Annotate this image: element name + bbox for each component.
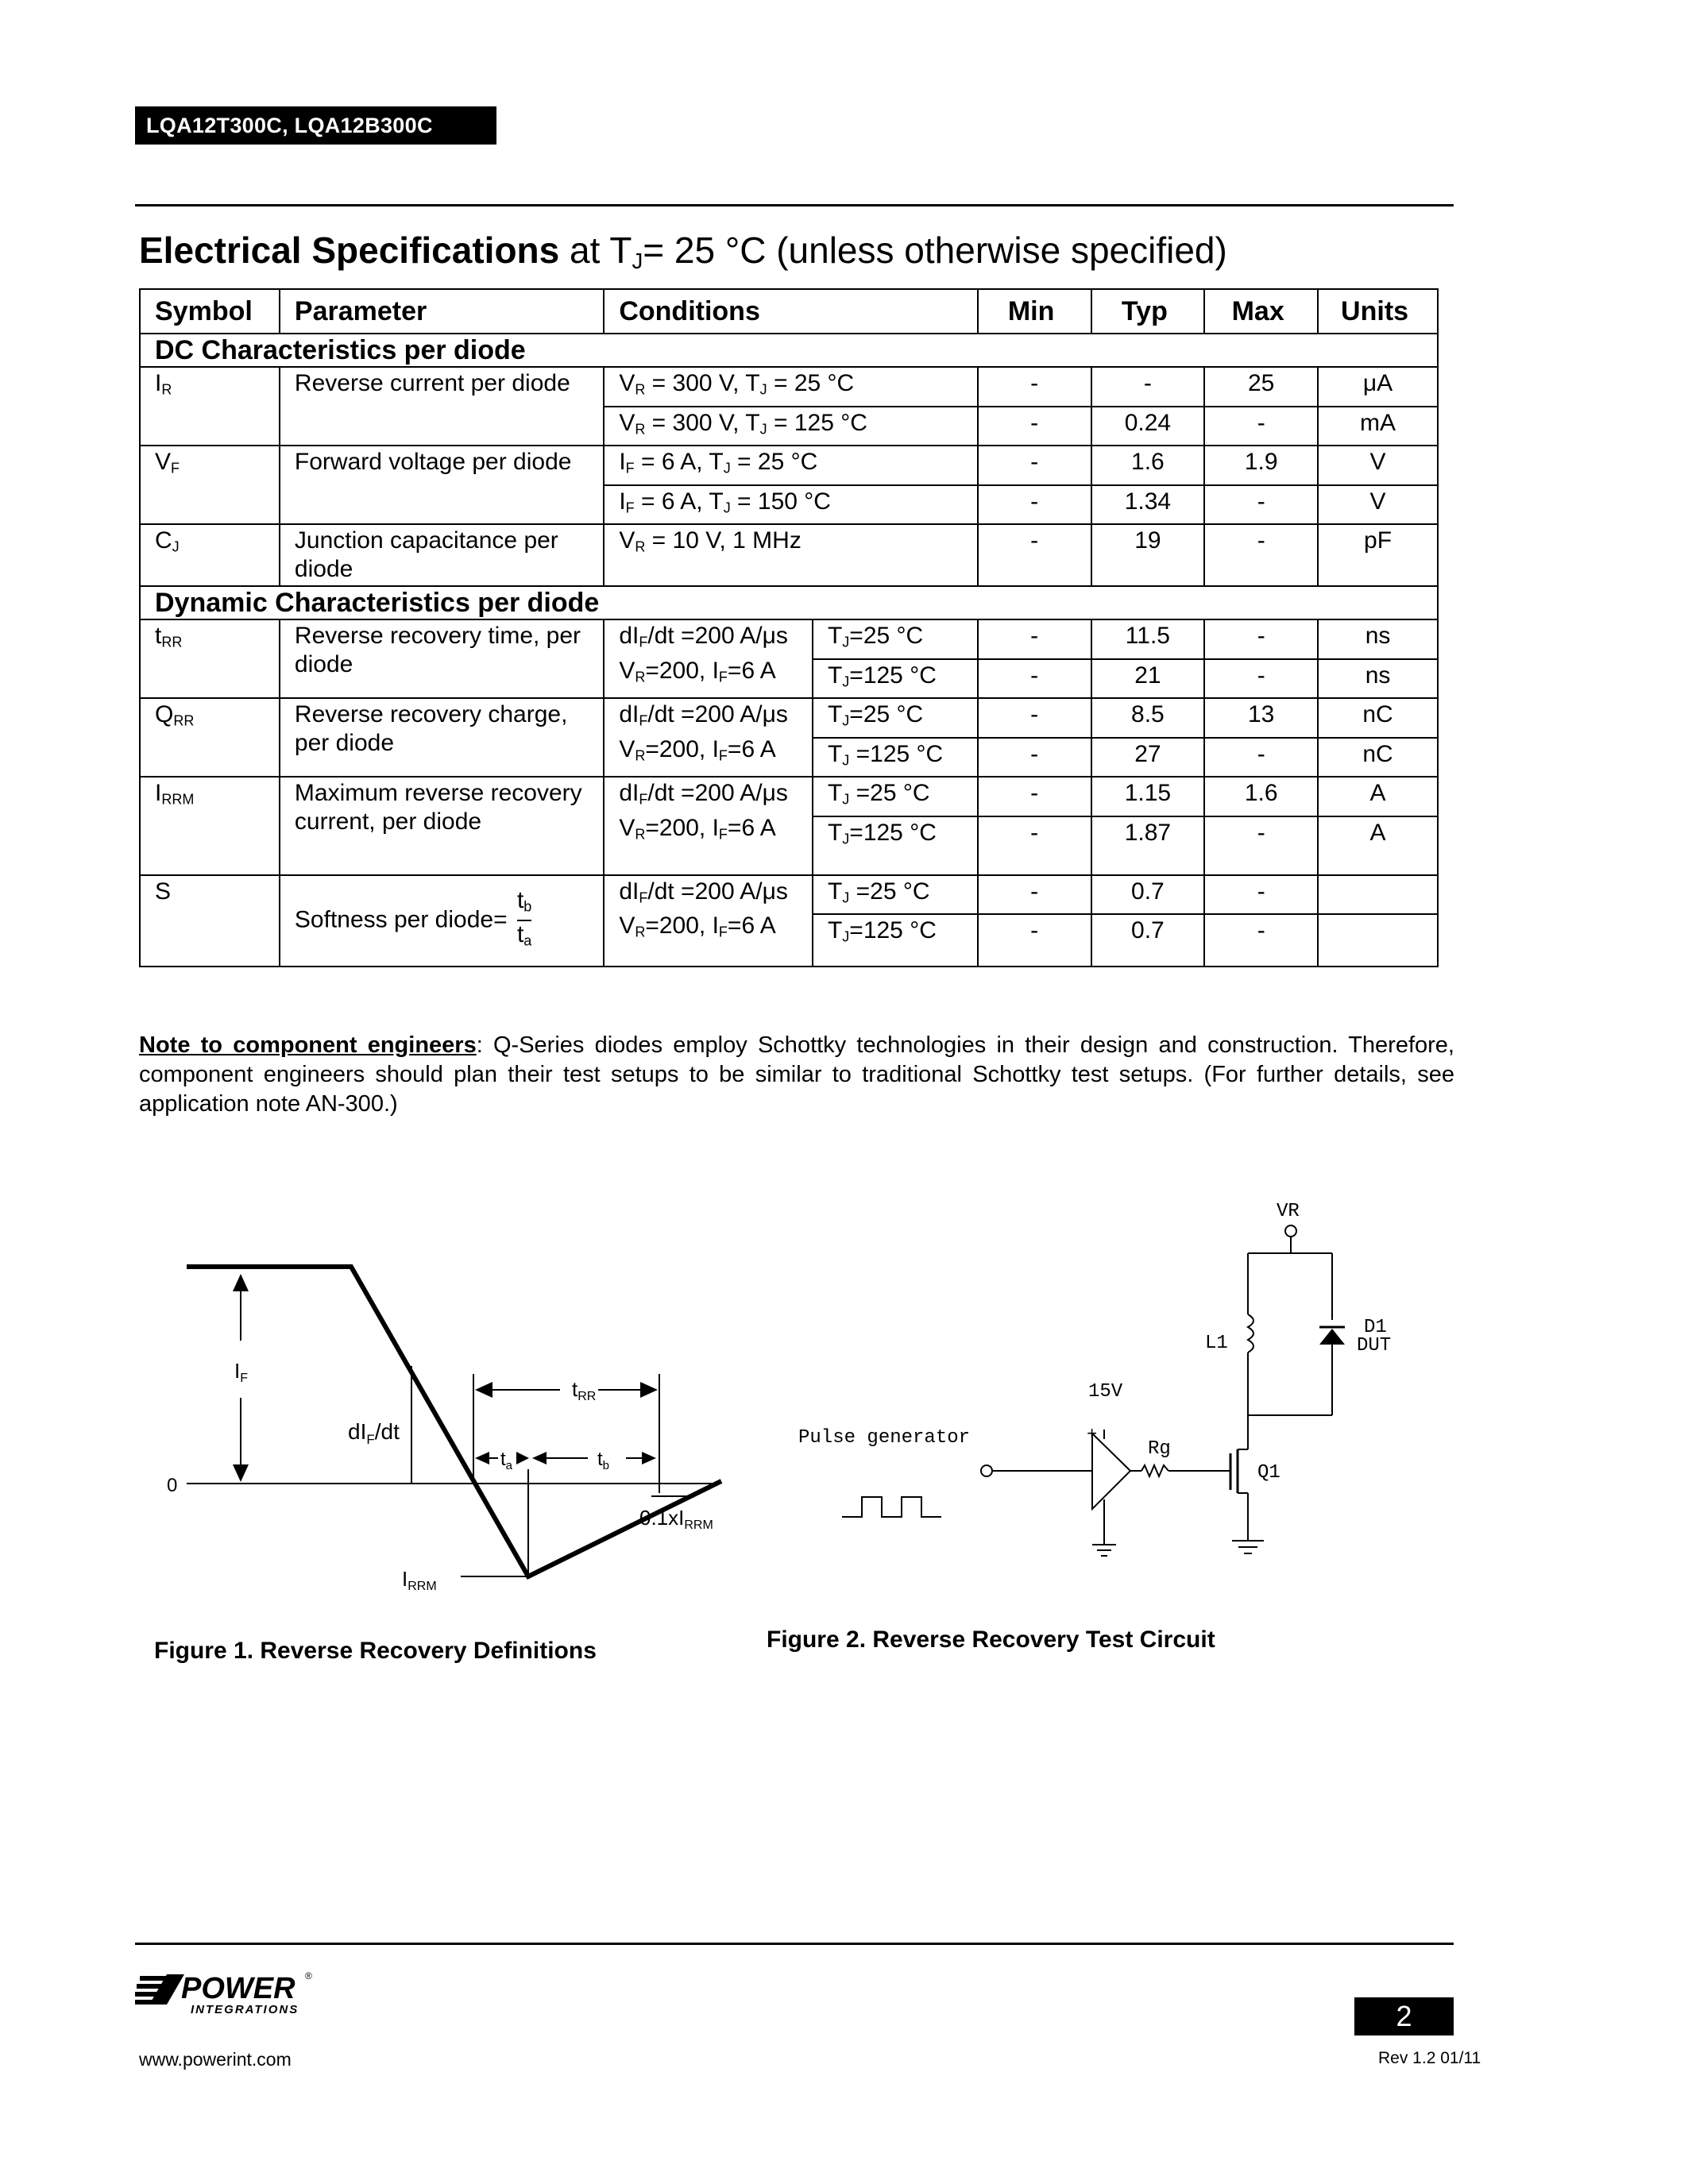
footer-rule — [135, 1943, 1454, 1945]
typ-cell: 19 — [1091, 524, 1205, 586]
min-cell: - — [978, 738, 1091, 778]
vr-label: VR — [1277, 1201, 1300, 1222]
col-header: Conditions — [604, 289, 977, 334]
tj-cell: $T_J=125$ °C — [813, 659, 978, 699]
figure2-caption: Figure 2. Reverse Recovery Test Circuit — [767, 1626, 1215, 1653]
ta-arrowhead-right — [516, 1452, 529, 1464]
units-cell: ns — [1318, 619, 1438, 659]
condition-cell: $I_F = 6$ A, $T_J = 25$ °C — [604, 446, 977, 485]
max-cell: - — [1204, 914, 1318, 967]
section-dynamic: Dynamic Characteristics per diode — [140, 586, 1438, 619]
max-cell: - — [1204, 816, 1318, 875]
typ-cell: 1.34 — [1091, 485, 1205, 525]
min-cell: - — [978, 407, 1091, 446]
pct-label: 0.1xIRRM — [639, 1506, 713, 1532]
tb-arrowhead-left — [532, 1452, 547, 1464]
min-cell: - — [978, 816, 1091, 875]
revision-label: Rev 1.2 01/11 — [1378, 2049, 1481, 2067]
typ-cell: 0.7 — [1091, 914, 1205, 967]
symbol-cell: $I_R$ — [140, 367, 280, 446]
typ-cell: 11.5 — [1091, 619, 1205, 659]
condition-cell: $I_F = 6$ A, $T_J = 150$ °C — [604, 485, 977, 525]
max-cell: - — [1204, 659, 1318, 699]
svg-text:+: + — [1087, 1425, 1098, 1445]
units-cell: A — [1318, 816, 1438, 875]
units-cell: A — [1318, 777, 1438, 816]
ta-label: $t_a$ — [500, 1449, 513, 1472]
max-cell: - — [1204, 485, 1318, 525]
pulse-waveform — [842, 1497, 941, 1517]
max-cell: - — [1204, 875, 1318, 915]
tj-cell: $T_J =125$ °C — [813, 738, 978, 778]
min-cell: - — [978, 659, 1091, 699]
units-cell: pF — [1318, 524, 1438, 586]
resistor-rg — [1141, 1465, 1168, 1476]
col-header: Min — [978, 289, 1091, 334]
ta-arrowhead — [475, 1452, 489, 1464]
table-row — [140, 446, 1438, 485]
rg-label: Rg — [1148, 1438, 1171, 1460]
symbol-cell: $Q_{RR}$ — [140, 698, 280, 777]
page-title — [139, 229, 1227, 274]
min-cell: - — [978, 914, 1091, 967]
condition-cell: $V_R = 300$ V, $T_J = 125$ °C — [604, 407, 977, 446]
spec-table — [139, 288, 1439, 967]
condition-cell: $V_R = 10$ V, 1 MHz — [604, 524, 977, 586]
typ-cell: 1.6 — [1091, 446, 1205, 485]
condition-cell: $dI_F/dt =200$ A/μs $V_R=200$, $I_F=6$ A — [604, 875, 813, 967]
tb-label: $t_b$ — [597, 1449, 610, 1472]
parameter-cell: Reverse recovery time, per diode — [280, 619, 604, 698]
units-cell — [1318, 875, 1438, 915]
tj-cell: $T_J =25$ °C — [813, 777, 978, 816]
if-label: IF — [234, 1359, 249, 1385]
col-header: Symbol — [140, 289, 280, 334]
symbol-cell: $I_{RRM}$ — [140, 777, 280, 875]
logo-word: POWER — [181, 1972, 295, 2005]
trr-arrowhead-right — [640, 1382, 658, 1398]
col-header: Units — [1318, 289, 1438, 334]
min-cell: - — [978, 777, 1091, 816]
typ-cell: - — [1091, 367, 1205, 407]
parameter-cell: Maximum reverse recovery current, per diode — [280, 777, 604, 875]
tb-arrowhead-right — [642, 1452, 656, 1464]
units-cell: V — [1318, 485, 1438, 525]
symbol-cell: $t_{RR}$ — [140, 619, 280, 698]
condition-cell: $dI_F/dt =200$ A/μs $V_R=200$, $I_F=6$ A — [604, 619, 813, 698]
symbol-cell: S — [140, 875, 280, 967]
units-cell: nC — [1318, 698, 1438, 738]
dut-label: DUT — [1357, 1335, 1392, 1356]
didt-label: $dI_F/dt$ — [348, 1419, 400, 1447]
min-cell: - — [978, 619, 1091, 659]
col-header: Max — [1204, 289, 1318, 334]
table-row — [140, 619, 1438, 659]
min-cell: - — [978, 524, 1091, 586]
diode-d1 — [1319, 1329, 1345, 1345]
tj-cell: $T_J=125$ °C — [813, 816, 978, 875]
parameter-cell: Forward voltage per diode — [280, 446, 604, 524]
table-header-row — [140, 289, 1438, 334]
figure1-caption: Figure 1. Reverse Recovery Definitions — [154, 1638, 597, 1664]
page-number: 2 — [1354, 1997, 1454, 2035]
pulse-input-terminal — [981, 1465, 992, 1476]
min-cell: - — [978, 446, 1091, 485]
units-cell: nC — [1318, 738, 1438, 778]
title-text: at T — [559, 230, 632, 271]
max-cell: - — [1204, 619, 1318, 659]
min-cell: - — [978, 698, 1091, 738]
trr-arrowhead-left — [475, 1382, 492, 1398]
max-cell: 1.6 — [1204, 777, 1318, 816]
typ-cell: 21 — [1091, 659, 1205, 699]
table-row — [140, 367, 1438, 407]
typ-cell: 27 — [1091, 738, 1205, 778]
gate-driver — [1092, 1433, 1130, 1509]
note-text: : Q-Series diodes employ Schottky technologies in their design and construction. Therefore, component engineers should plan their test setups to be similar to traditional Schottky test setups. (For further details, see application note AN-300.) — [139, 1032, 1454, 1117]
parameter-cell: Reverse current per diode — [280, 367, 604, 446]
condition-cell: $dI_F/dt =200$ A/μs $V_R=200$, $I_F=6$ A — [604, 698, 813, 777]
typ-cell: 1.87 — [1091, 816, 1205, 875]
symbol-cell: $C_J$ — [140, 524, 280, 586]
power-integrations-logo — [135, 1968, 365, 2017]
note-label: Note to component engineers — [139, 1032, 477, 1058]
current-waveform — [187, 1267, 721, 1576]
title-sub: J — [632, 248, 643, 273]
min-cell: - — [978, 367, 1091, 407]
max-cell: - — [1204, 407, 1318, 446]
min-cell: - — [978, 875, 1091, 915]
col-header: Typ — [1091, 289, 1205, 334]
title-text-post: = 25 °C (unless otherwise specified) — [643, 230, 1227, 271]
part-number-badge: LQA12T300C, LQA12B300C — [135, 106, 496, 145]
vr-terminal — [1285, 1225, 1296, 1237]
figure1-waveform — [143, 1255, 763, 1612]
condition-cell: $dI_F/dt =200$ A/μs $V_R=200$, $I_F=6$ A — [604, 777, 813, 875]
table-row — [140, 875, 1438, 915]
parameter-cell: Junction capacitance per diode — [280, 524, 604, 586]
units-cell — [1318, 914, 1438, 967]
if-arrowhead-down — [233, 1464, 249, 1482]
max-cell: - — [1204, 524, 1318, 586]
typ-cell: 1.15 — [1091, 777, 1205, 816]
tj-cell: $T_J =25$ °C — [813, 875, 978, 915]
units-cell: μA — [1318, 367, 1438, 407]
d1-label: D1 — [1364, 1317, 1387, 1338]
condition-cell: $V_R = 300$ V, $T_J = 25$ °C — [604, 367, 977, 407]
irrm-label: IRRM — [402, 1567, 437, 1593]
max-cell: 13 — [1204, 698, 1318, 738]
max-cell: - — [1204, 738, 1318, 778]
zero-label: 0 — [167, 1475, 178, 1496]
trr-label: tRR — [572, 1377, 597, 1403]
parameter-cell: Softness per diode= $\frac{t_b}{t_a}$ — [280, 875, 604, 967]
table-row — [140, 524, 1438, 586]
tj-cell: $T_J=25$ °C — [813, 698, 978, 738]
table-row — [140, 777, 1438, 816]
units-cell: ns — [1318, 659, 1438, 699]
min-cell: - — [978, 485, 1091, 525]
max-cell: 25 — [1204, 367, 1318, 407]
typ-cell: 8.5 — [1091, 698, 1205, 738]
col-header: Parameter — [280, 289, 604, 334]
softness-fraction: $\frac{t_b}{t_a}$ — [516, 886, 532, 949]
engineer-note — [139, 1031, 1454, 1119]
max-cell: 1.9 — [1204, 446, 1318, 485]
figure2-circuit — [782, 1191, 1434, 1588]
v15-label: 15V — [1088, 1381, 1123, 1403]
typ-cell: 0.24 — [1091, 407, 1205, 446]
footer-url[interactable]: www.powerint.com — [139, 2049, 292, 2070]
units-cell: mA — [1318, 407, 1438, 446]
table-row — [140, 698, 1438, 738]
symbol-cell: $V_F$ — [140, 446, 280, 524]
typ-cell: 0.7 — [1091, 875, 1205, 915]
pulse-label: Pulse generator — [798, 1427, 971, 1449]
tj-cell: $T_J=25$ °C — [813, 619, 978, 659]
logo-registered: ® — [305, 1970, 312, 1981]
parameter-cell: Reverse recovery charge, per diode — [280, 698, 604, 777]
section-dc: DC Characteristics per diode — [140, 334, 1438, 367]
inductor-l1 — [1248, 1314, 1253, 1352]
q1-label: Q1 — [1257, 1462, 1280, 1484]
units-cell: V — [1318, 446, 1438, 485]
logo-subword: INTEGRATIONS — [191, 2003, 299, 2016]
if-arrowhead-up — [233, 1274, 249, 1291]
header-rule — [135, 204, 1454, 206]
title-bold: Electrical Specifications — [139, 230, 560, 271]
l1-label: L1 — [1205, 1333, 1228, 1354]
tj-cell: $T_J=125$ °C — [813, 914, 978, 967]
